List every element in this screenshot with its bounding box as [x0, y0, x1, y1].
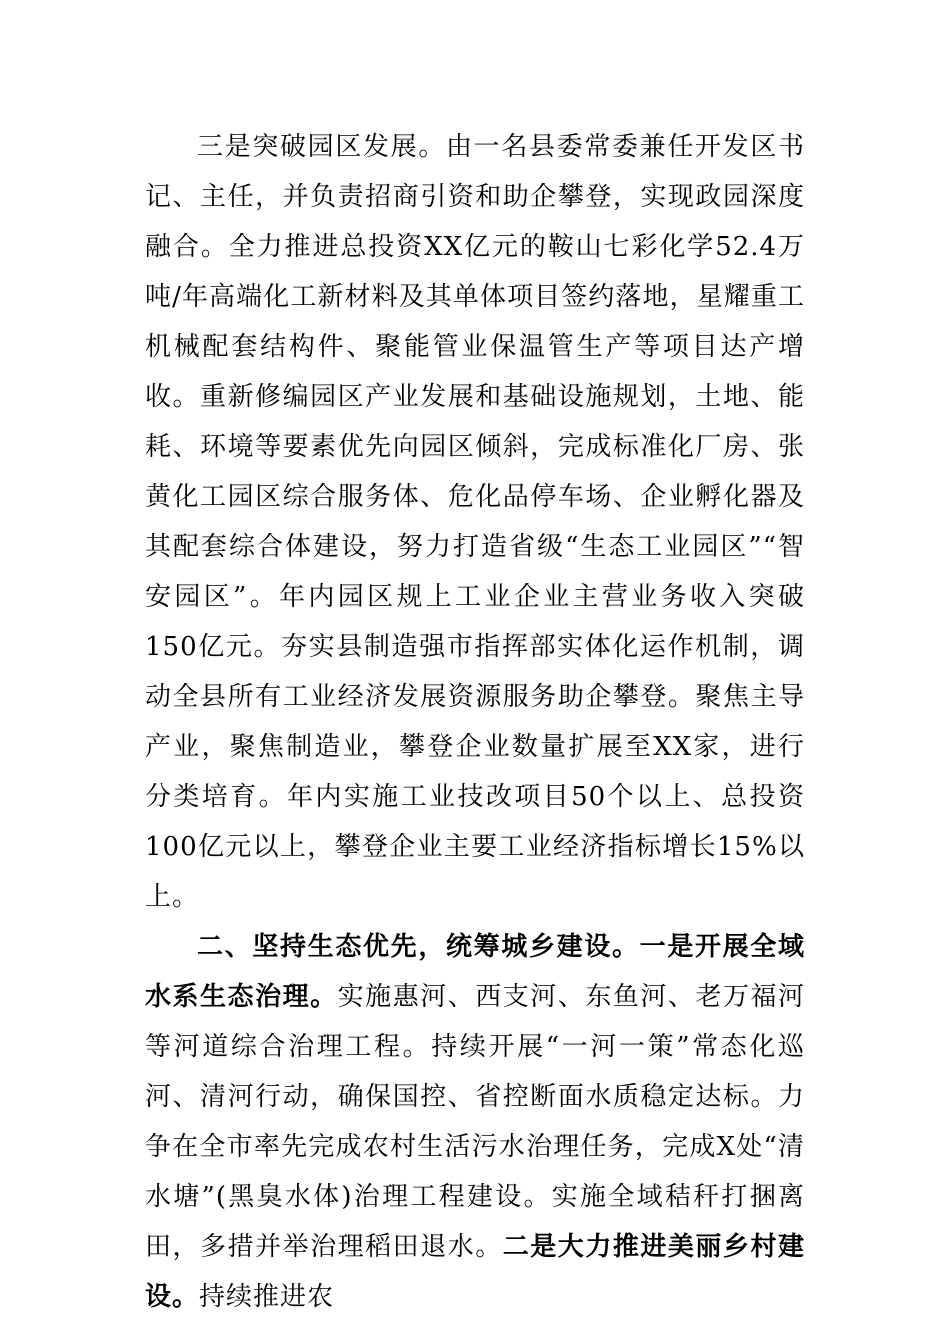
section-heading: 二、坚持生态优先，统筹城乡建设。 — [197, 932, 640, 962]
subsection-title-village: 二是大力推进美丽乡村建设。 — [145, 1232, 805, 1312]
paragraph-lead: 三是突破园区发展。 — [197, 132, 446, 162]
paragraph-ecology-priority — [145, 922, 805, 1322]
subsection-body-water: 实施惠河、西支河、东鱼河、老万福河等河道综合治理工程。持续开展“一河一策”常态化巡河、清河行动，确保国控、省控断面水质稳定达标。力争在全市率先完成农村生活污水治理任务，完成X处“清水塘”(黑臭水体)治理工程建设。实施全域秸秆打捆离田，多措并举治理稻田退水。 — [145, 982, 805, 1262]
paragraph-body: 由一名县委常委兼任开发区书记、主任，并负责招商引资和助企攀登，实现政园深度融合。全力推进总投资XX亿元的鞍山七彩化学52.4万吨/年高端化工新材料及其单体项目签约落地，星耀重工机械配套结构件、聚能管业保温管生产等项目达产增收。重新修编园区产业发展和基础设施规划，土地、能耗、环境等要素优先向园区倾斜，完成标准化厂房、张黄化工园区综合服务体、危化品停车场、企业孵化器及其配套综合体建设，努力打造省级“生态工业园区”“智安园区”。年内园区规上工业企业主营业务收入突破150亿元。夯实县制造强市指挥部实体化运作机制，调动全县所有工业经济发展资源服务助企攀登。聚焦主导产业，聚焦制造业，攀登企业数量扩展至XX家，进行分类培育。年内实施工业技改项目50个以上、总投资100亿元以上，攀登企业主要工业经济指标增长15%以上。 — [145, 132, 805, 912]
subsection-body-village: 持续推进农 — [199, 1282, 335, 1312]
document-body — [145, 122, 805, 1322]
paragraph-park-development — [145, 122, 805, 922]
subsection-title-water: 一是开展全域水系生态治理。 — [145, 932, 805, 1012]
